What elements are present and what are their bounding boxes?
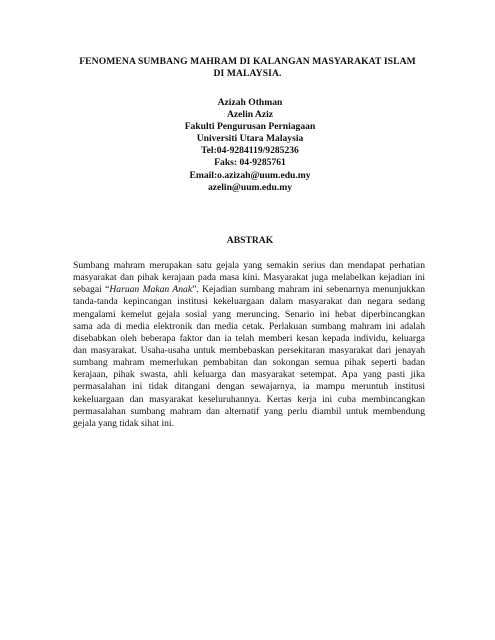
abstract-line-after: ”. Kejadian sumbang mahram ini sebenarnya menunjukkan	[192, 284, 425, 296]
author-university: Universiti Utara Malaysia	[196, 133, 304, 145]
author-email-1: Email:o.azizah@uum.edu.my	[189, 169, 311, 181]
paper-title	[75, 56, 420, 80]
paper-title-line-1: FENOMENA SUMBANG MAHRAM DI KALANGAN MASYARAKAT ISLAM	[79, 56, 416, 67]
abstract-line: mengalami kemelut gejala sosial yang meruncing. Senario ini hebat diperbincangkan	[73, 308, 425, 320]
author-name-1: Azizah Othman	[217, 97, 283, 108]
abstract-line	[73, 284, 425, 296]
abstract-line: kekeluargaan dan masyarakat keseluruhannya. Kertas kerja ini cuba membincangkan	[73, 393, 425, 405]
abstract-line: masyarakat dan pihak kerajaan pada masa kini. Masyarakat juga melabelkan kejadian ini	[73, 272, 425, 284]
author-faculty: Fakulti Pengurusan Perniagaan	[184, 121, 316, 133]
author-name-2: Azelin Aziz	[226, 109, 274, 121]
author-telephone: Tel:04-9284119/9285236	[201, 145, 299, 157]
author-block	[100, 97, 400, 194]
abstract-heading: ABSTRAK	[226, 235, 274, 246]
paper-title-line-2: DI MALAYSIA.	[213, 68, 282, 79]
abstract-line: gejala yang tidak sihat ini.	[73, 417, 174, 429]
abstract-body	[73, 260, 425, 430]
abstract-line: tanda-tanda kepincangan institusi kekeluargaan dalam masyarakat dan negara sedang	[73, 296, 425, 308]
abstract-line: sama ada di media elektronik dan media cetak. Perlakuan sumbang mahram ini adalah	[73, 320, 425, 332]
abstract-line: permasalahan sumbang mahram dan alternatif yang perlu diambil untuk membendung	[73, 405, 425, 417]
author-fax: Faks: 04-9285761	[214, 157, 286, 169]
abstract-line-italic: Haruan Makan Anak	[109, 284, 193, 296]
abstract-line-before: sebagai “	[73, 284, 110, 296]
abstract-line: permasalahan ini tidak ditangani dengan sewajarnya, ia mampu meruntuh institusi	[73, 381, 425, 393]
abstract-line: disebabkan oleh beberapa faktor dan ia telah memberi kesan kepada individu, keluarga	[73, 332, 425, 344]
author-email-2: azelin@uum.edu.my	[207, 181, 293, 193]
abstract-line: Sumbang mahram merupakan satu gejala yang semakin serius dan mendapat perhatian	[73, 260, 425, 271]
abstract-line: kerajaan, pihak swasta, ahli keluarga dan masyarakat setempat. Apa yang pasti jika	[73, 369, 425, 381]
abstract-line: sumbang mahram memerlukan pembabitan dan sokongan semua pihak seperti badan	[73, 357, 425, 369]
abstract-line: dan masyarakat. Usaha-usaha untuk membebaskan persekitaran masyarakat dari jenayah	[73, 344, 425, 356]
